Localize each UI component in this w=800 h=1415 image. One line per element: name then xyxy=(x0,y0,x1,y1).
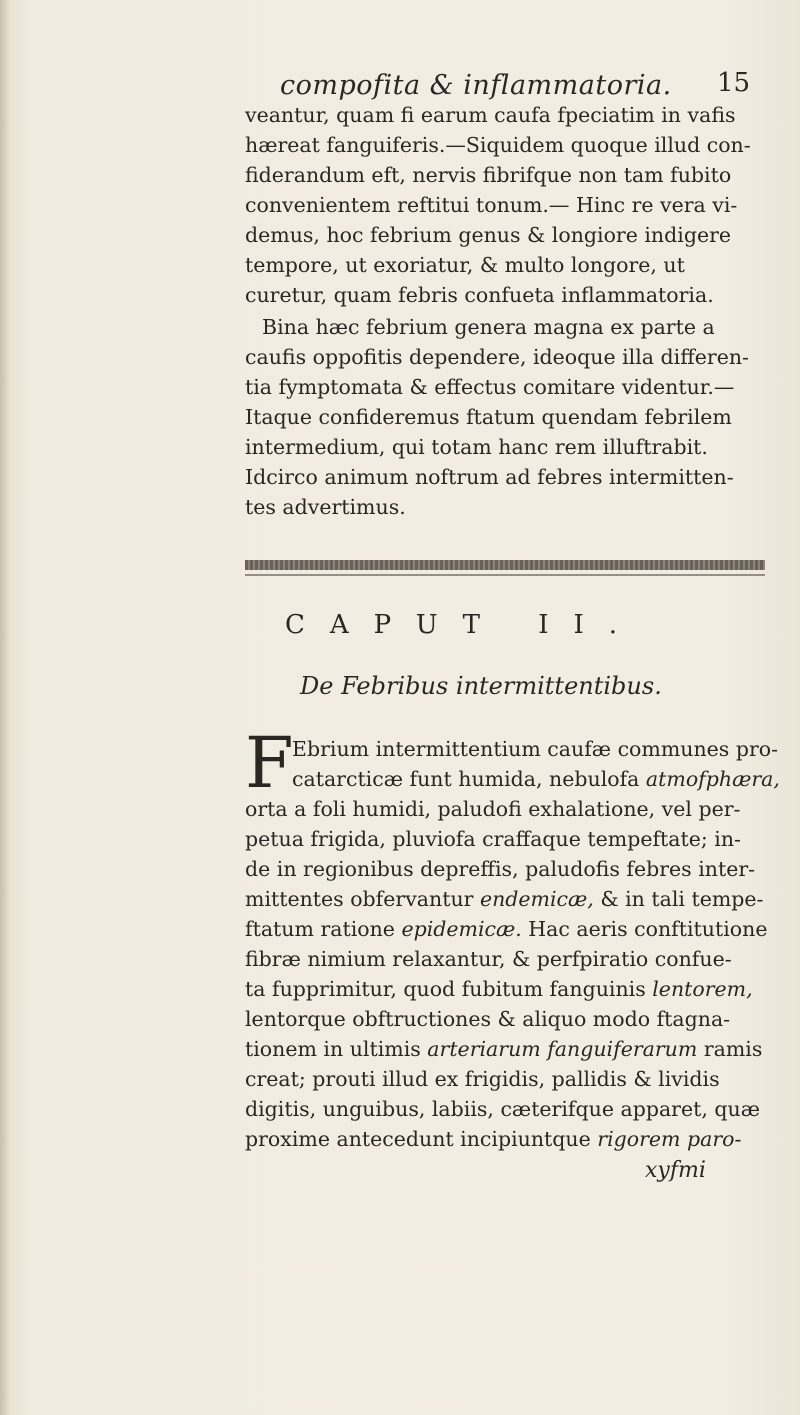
text-line: ftatum ratione epidemicæ. Hac aeris conftitutione xyxy=(245,917,768,941)
text-line: lentorque obftructiones & aliquo modo ftagna- xyxy=(245,1007,731,1031)
text-line: digitis, unguibus, labiis, cæterifque apparet, quæ xyxy=(245,1097,760,1121)
text-line: veantur, quam fi earum caufa fpeciatim in vafis xyxy=(245,103,736,127)
text-line: caufis oppofitis dependere, ideoque illa differen- xyxy=(245,345,749,369)
catchword: xyfmi xyxy=(645,1158,706,1183)
text-line: fibræ nimium relaxantur, & perfpiratio confue- xyxy=(245,947,732,971)
text-line: demus, hoc febrium genus & longiore indigere xyxy=(245,223,732,247)
page-spine-shadow xyxy=(0,0,10,1415)
drop-cap: F xyxy=(245,722,294,804)
text-line: tionem in ultimis arteriarum fanguiferarum ramis xyxy=(245,1037,763,1061)
chapter-subtitle: De Febribus intermittentibus. xyxy=(300,672,662,700)
text-line: Bina hæc febrium genera magna ex parte a xyxy=(262,315,715,339)
text-line: petua frigida, pluviofa craffaque tempeftate; in- xyxy=(245,827,741,851)
text-line: fiderandum eft, nervis fibrifque non tam fubito xyxy=(245,163,732,187)
text-line: hæreat fanguiferis.—Siquidem quoque illud con- xyxy=(245,133,751,157)
text-line: proxime antecedunt incipiuntque rigorem paro- xyxy=(245,1127,742,1151)
text-line: orta a foli humidi, paludofi exhalatione, vel per- xyxy=(245,797,741,821)
ornamental-rule xyxy=(245,560,765,570)
text-line: tempore, ut exoriatur, & multo longore, ut xyxy=(245,253,685,277)
text-line: convenientem reftitui tonum.— Hinc re vera vi- xyxy=(245,193,738,217)
text-line: curetur, quam febris confueta inflammatoria. xyxy=(245,283,714,307)
rule-line xyxy=(245,574,765,576)
text-line: Itaque confideremus ftatum quendam febrilem xyxy=(245,405,732,429)
chapter-title: CAPUT II. xyxy=(285,610,643,640)
text-line: ta fupprimitur, quod fubitum fanguinis lentorem, xyxy=(245,977,753,1001)
text-line: creat; prouti illud ex frigidis, pallidis & lividis xyxy=(245,1067,720,1091)
text-line: tia fymptomata & effectus comitare videntur.— xyxy=(245,375,735,399)
text-line: intermedium, qui totam hanc rem illuftrabit. xyxy=(245,435,708,459)
text-line: mittentes obfervantur endemicæ, & in tali tempe- xyxy=(245,887,764,911)
text-line: Idcirco animum noftrum ad febres intermitten- xyxy=(245,465,734,489)
running-title: compofita & inflammatoria. xyxy=(280,70,672,101)
text-line: catarcticæ funt humida, nebulofa atmofphæra, xyxy=(292,767,780,791)
text-line: tes advertimus. xyxy=(245,495,406,519)
page-number: 15 xyxy=(717,68,751,98)
text-line: de in regionibus depreffis, paludofis febres inter- xyxy=(245,857,756,881)
text-line: Ebrium intermittentium caufæ communes pro- xyxy=(292,737,779,761)
